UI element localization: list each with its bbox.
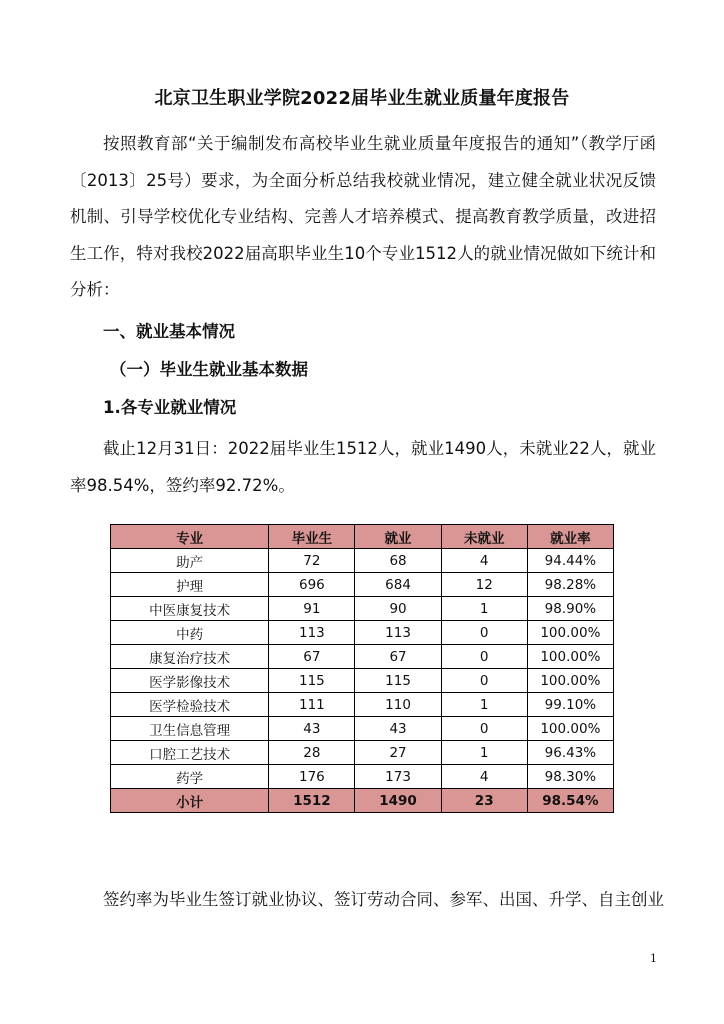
cell-unemployed: 12: [441, 573, 527, 597]
total-label: 小计: [111, 789, 269, 813]
continuation-line: 签约率为毕业生签订就业协议、签订劳动合同、参军、出国、升学、自主创业: [103, 890, 664, 909]
cell-rate: 98.90%: [527, 597, 613, 621]
table-total-row: [111, 789, 614, 813]
cell-rate: 100.00%: [527, 645, 613, 669]
cell-employed: 110: [355, 693, 441, 717]
cell-graduates: 115: [269, 669, 355, 693]
cell-employed: 173: [355, 765, 441, 789]
table-row: [111, 621, 614, 645]
cell-rate: 100.00%: [527, 717, 613, 741]
cell-unemployed: 4: [441, 549, 527, 573]
cell-graduates: 28: [269, 741, 355, 765]
intro-paragraph: 按照教育部“关于编制发布高校毕业生就业质量年度报告的通知”（教学厅函〔2013〕25号）要求，为全面分析总结我校就业情况，建立健全就业状况反馈机制、引导学校优化专业结构、完善人才培养模式、提高教育教学质量，改进招生工作，特对我校2022届高职毕业生10个专业1512人的就业情况做如下统计和分析：: [70, 134, 656, 300]
cell-major: 医学检验技术: [111, 693, 269, 717]
total-rate: 98.54%: [527, 789, 613, 813]
section-heading-3: 1.各专业就业情况: [103, 398, 237, 417]
header-unemployed: 未就业: [441, 525, 527, 549]
table-row: [111, 549, 614, 573]
table-row: [111, 693, 614, 717]
cell-rate: 98.30%: [527, 765, 613, 789]
cell-unemployed: 0: [441, 621, 527, 645]
cell-unemployed: 1: [441, 741, 527, 765]
cell-major: 药学: [111, 765, 269, 789]
cell-graduates: 67: [269, 645, 355, 669]
cell-employed: 684: [355, 573, 441, 597]
cell-unemployed: 0: [441, 717, 527, 741]
table-row: [111, 645, 614, 669]
cell-rate: 100.00%: [527, 621, 613, 645]
cell-graduates: 91: [269, 597, 355, 621]
cell-graduates: 43: [269, 717, 355, 741]
header-graduates: 毕业生: [269, 525, 355, 549]
table-header-row: [111, 525, 614, 549]
table-row: [111, 669, 614, 693]
cell-rate: 99.10%: [527, 693, 613, 717]
cell-graduates: 696: [269, 573, 355, 597]
cell-unemployed: 1: [441, 693, 527, 717]
table-row: [111, 765, 614, 789]
cell-graduates: 111: [269, 693, 355, 717]
employment-table: [110, 524, 614, 813]
total-graduates: 1512: [269, 789, 355, 813]
header-employed: 就业: [355, 525, 441, 549]
cell-rate: 94.44%: [527, 549, 613, 573]
table-row: [111, 597, 614, 621]
cell-graduates: 176: [269, 765, 355, 789]
cell-employed: 43: [355, 717, 441, 741]
cell-employed: 68: [355, 549, 441, 573]
cell-employed: 67: [355, 645, 441, 669]
cell-employed: 27: [355, 741, 441, 765]
cell-major: 护理: [111, 573, 269, 597]
section-heading-1: 一、就业基本情况: [103, 322, 235, 341]
summary-paragraph: 截止12月31日：2022届毕业生1512人，就业1490人，未就业22人，就业率98.54%，签约率92.72%。: [70, 439, 656, 495]
cell-rate: 98.28%: [527, 573, 613, 597]
header-major: 专业: [111, 525, 269, 549]
cell-rate: 100.00%: [527, 669, 613, 693]
total-employed: 1490: [355, 789, 441, 813]
cell-unemployed: 1: [441, 597, 527, 621]
cell-employed: 113: [355, 621, 441, 645]
cell-unemployed: 4: [441, 765, 527, 789]
cell-rate: 96.43%: [527, 741, 613, 765]
table-row: [111, 741, 614, 765]
cell-major: 卫生信息管理: [111, 717, 269, 741]
cell-major: 医学影像技术: [111, 669, 269, 693]
cell-major: 口腔工艺技术: [111, 741, 269, 765]
cell-graduates: 113: [269, 621, 355, 645]
table-row: [111, 717, 614, 741]
cell-major: 中药: [111, 621, 269, 645]
total-unemployed: 23: [441, 789, 527, 813]
section-heading-2: （一）毕业生就业基本数据: [110, 360, 308, 379]
cell-major: 康复治疗技术: [111, 645, 269, 669]
cell-unemployed: 0: [441, 669, 527, 693]
page-number: 1: [650, 952, 657, 965]
cell-graduates: 72: [269, 549, 355, 573]
cell-employed: 90: [355, 597, 441, 621]
report-title: 北京卫生职业学院2022届毕业生就业质量年度报告: [154, 88, 570, 109]
table-row: [111, 573, 614, 597]
cell-unemployed: 0: [441, 645, 527, 669]
cell-major: 中医康复技术: [111, 597, 269, 621]
header-employment-rate: 就业率: [527, 525, 613, 549]
cell-employed: 115: [355, 669, 441, 693]
cell-major: 助产: [111, 549, 269, 573]
